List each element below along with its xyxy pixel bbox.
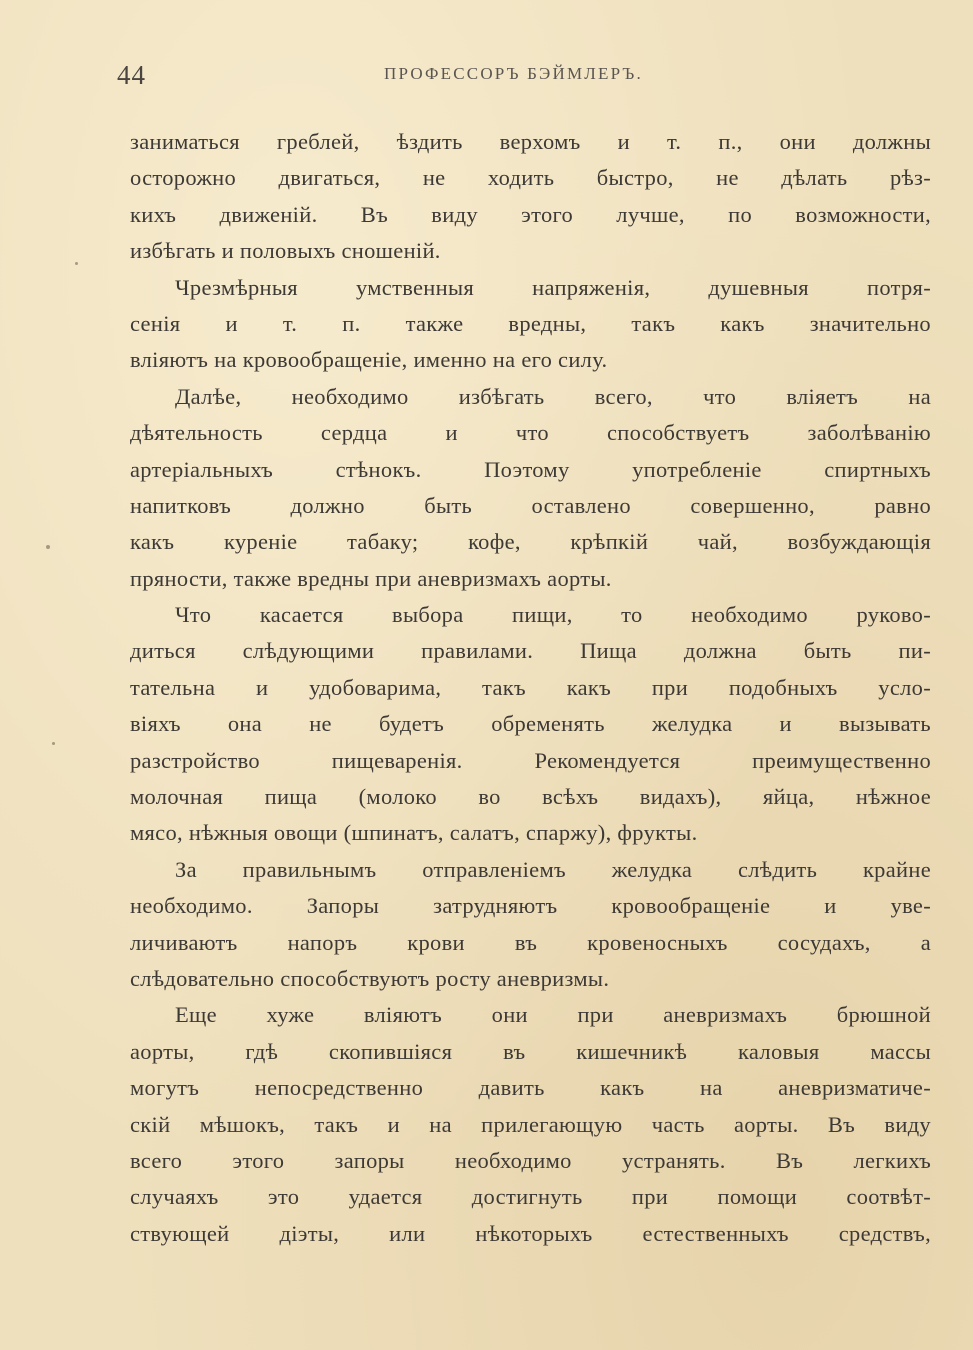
text-line: молочная пища (молоко во всѣхъ видахъ), яйца, нѣжное — [130, 784, 931, 810]
paper-speck — [52, 742, 55, 745]
page-number: 44 — [117, 60, 146, 90]
text-line: мясо, нѣжныя овощи (шпинатъ, салатъ, спаржу), фрукты. — [130, 820, 698, 846]
text-line: артеріальныхъ стѣнокъ. Поэтому употребленіе спиртныхъ — [130, 456, 931, 482]
paper-speck — [75, 262, 78, 265]
text-line: разстройство пищеваренія. Рекомендуется преимущественно — [130, 747, 931, 773]
text-line: аорты, гдѣ скопившіяся въ кишечникѣ каловыя массы — [130, 1038, 931, 1064]
text-line: могутъ непосредственно давить какъ на аневризматиче- — [130, 1075, 931, 1101]
text-line: ствующей діэты, или нѣкоторыхъ естественныхъ средствъ, — [130, 1220, 931, 1246]
text-line: диться слѣдующими правилами. Пища должна быть пи- — [130, 638, 931, 664]
text-line: Далѣе, необходимо избѣгать всего, что вліяетъ на — [175, 383, 931, 409]
text-line: личиваютъ напоръ крови въ кровеносныхъ сосудахъ, а — [130, 929, 931, 955]
text-line: Чрезмѣрныя умственныя напряженія, душевныя потря- — [175, 274, 931, 300]
text-line: всего этого запоры необходимо устранять. Въ легкихъ — [130, 1147, 931, 1173]
paper-speck — [46, 545, 50, 549]
text-line: избѣгать и половыхъ сношеній. — [130, 238, 441, 264]
text-line: какъ куреніе табаку; кофе, крѣпкій чай, возбуждающія — [130, 529, 931, 555]
text-line: Что касается выбора пищи, то необходимо руково- — [175, 602, 931, 628]
text-line: віяхъ она не будетъ обременять желудка и вызывать — [130, 711, 931, 737]
text-line: случаяхъ это удается достигнуть при помощи соотвѣт- — [130, 1184, 931, 1210]
text-line: пряности, также вредны при аневризмахъ аорты. — [130, 565, 612, 591]
text-line: тательна и удобоварима, такъ какъ при подобныхъ усло- — [130, 674, 931, 700]
text-line: Еще хуже вліяютъ они при аневризмахъ брюшной — [175, 1002, 931, 1028]
text-line: вліяютъ на кровообращеніе, именно на его силу. — [130, 347, 608, 373]
text-line: сенія и т. п. также вредны, такъ какъ значительно — [130, 310, 931, 336]
body-text — [130, 124, 931, 1252]
text-line: осторожно двигаться, не ходить быстро, не дѣлать рѣз- — [130, 165, 931, 191]
text-line: необходимо. Запоры затрудняютъ кровообращеніе и уве- — [130, 893, 931, 919]
text-line: заниматься греблей, ѣздить верхомъ и т. п., они должны — [130, 129, 931, 154]
text-line: дѣятельность сердца и что способствуетъ заболѣванію — [130, 420, 931, 446]
text-line: За правильнымъ отправленіемъ желудка слѣдить крайне — [175, 856, 931, 882]
text-line: кихъ движеній. Въ виду этого лучше, по возможности, — [130, 201, 931, 227]
text-line: напитковъ должно быть оставлено совершенно, равно — [130, 492, 931, 518]
running-title: ПРОФЕССОРЪ БЭЙМЛЕРЪ. — [384, 64, 643, 83]
text-line: скій мѣшокъ, такъ и на прилегающую часть аорты. Въ виду — [130, 1111, 931, 1137]
text-line: слѣдовательно способствуютъ росту аневризмы. — [130, 965, 610, 991]
